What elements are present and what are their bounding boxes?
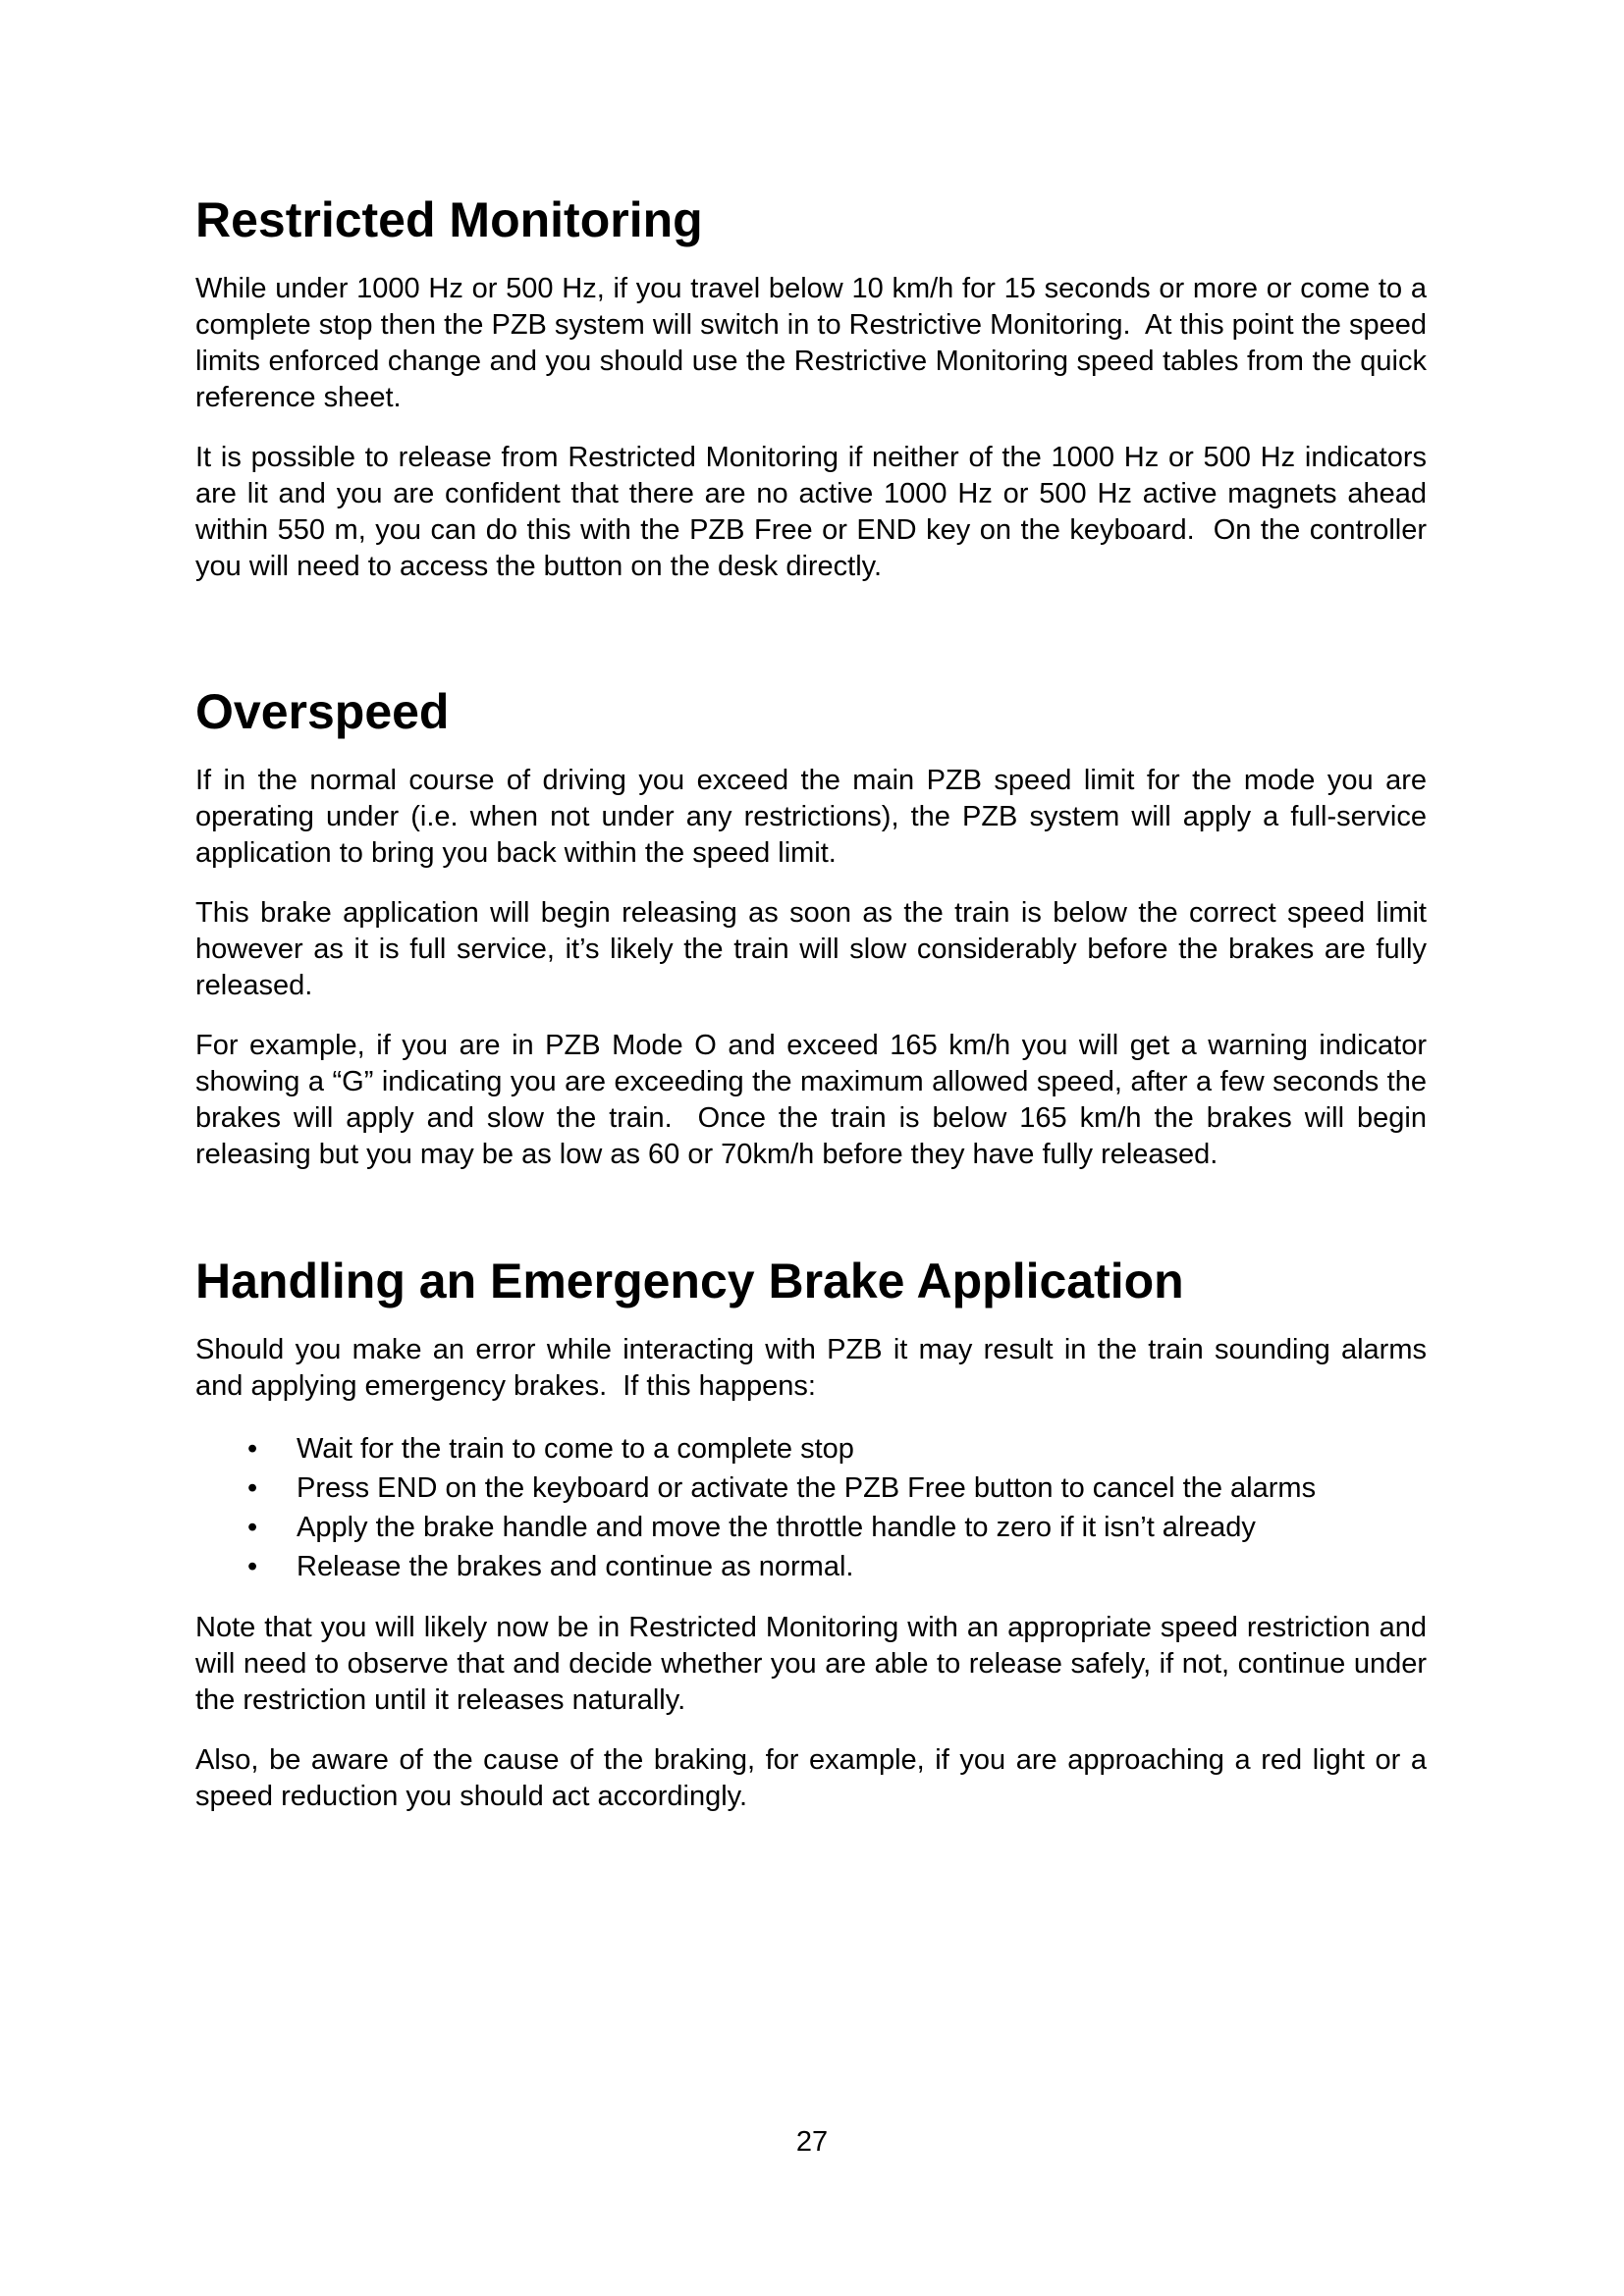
bullet-item-release-brakes: • Release the brakes and continue as normal. <box>195 1547 1427 1586</box>
section-heading-emergency-brake: Handling an Emergency Brake Application <box>195 1254 1184 1308</box>
paragraph-overspeed-2: This brake application will begin releasing as soon as the train is below the correct speed limit however as it is full service, it’s likely the train will slow considerably before the brakes are fully released. <box>195 897 1427 1001</box>
bullet-item-wait-for-stop: • Wait for the train to come to a complete stop <box>195 1429 1427 1468</box>
bullet-item-apply-brake: • Apply the brake handle and move the throttle handle to zero if it isn’t already <box>195 1508 1427 1547</box>
page-number: 27 <box>795 2126 829 2158</box>
paragraph-overspeed-3: For example, if you are in PZB Mode O and exceed 165 km/h you will get a warning indicator showing a “G” indicating you are exceeding the maximum allowed speed, after a few seconds the brakes will apply and slow the train. Once the train is below 165 km/h the brakes will begin releasing but you may be as low as 60 or 70km/h before they have fully released. <box>195 1030 1427 1170</box>
paragraph-overspeed-1: If in the normal course of driving you exceed the main PZB speed limit for the mode you are operating under (i.e. when not under any restrictions), the PZB system will apply a full-service application to bring you back within the speed limit. <box>195 765 1427 869</box>
bullet-list <box>195 1429 1427 1586</box>
paragraph-restricted-monitoring-1: While under 1000 Hz or 500 Hz, if you travel below 10 km/h for 15 seconds or more or come to a complete stop then the PZB system will switch in to Restrictive Monitoring. At this point the speed limits enforced change and you should use the Restrictive Monitoring speed tables from the quick reference sheet. <box>195 273 1428 413</box>
paragraph-restricted-monitoring-2: It is possible to release from Restricted Monitoring if neither of the 1000 Hz or 500 Hz indicators are lit and you are confident that there are no active 1000 Hz or 500 Hz active magnets ahead within 550 m, you can do this with the PZB Free or END key on the keyboard. On the controller you will need to access the button on the desk directly. <box>195 442 1427 582</box>
page-content <box>195 0 1427 1815</box>
section-heading-restricted-monitoring: Restricted Monitoring <box>195 192 703 247</box>
section-heading-overspeed: Overspeed <box>195 684 450 739</box>
paragraph-emergency-cause: Also, be aware of the cause of the braking, for example, if you are approaching a red light or a speed reduction you should act accordingly. <box>195 1744 1427 1812</box>
paragraph-emergency-intro: Should you make an error while interacting with PZB it may result in the train sounding alarms and applying emergency brakes. If this happens: <box>195 1334 1427 1402</box>
paragraph-emergency-note: Note that you will likely now be in Restricted Monitoring with an appropriate speed restriction and will need to observe that and decide whether you are able to release safely, if not, continue under the restriction until it releases naturally. <box>195 1612 1427 1716</box>
bullet-item-press-end: • Press END on the keyboard or activate the PZB Free button to cancel the alarms <box>195 1468 1427 1508</box>
